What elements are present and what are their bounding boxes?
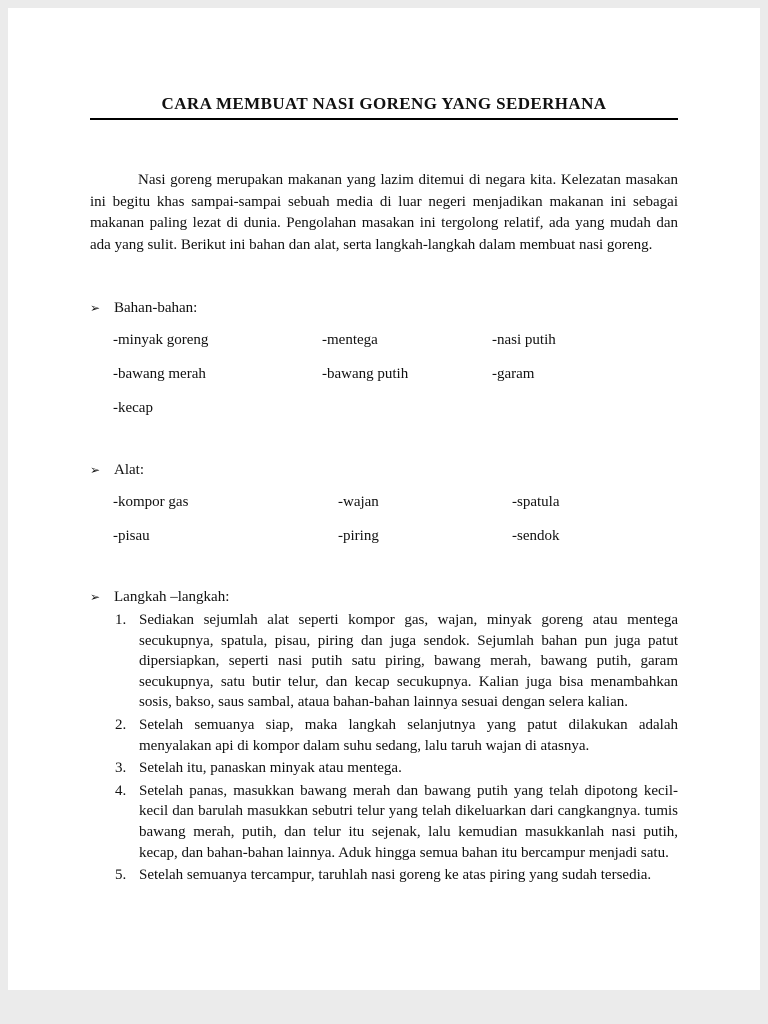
section-alat-header xyxy=(90,462,678,479)
bahan-list xyxy=(90,330,678,419)
alat-row xyxy=(113,492,678,513)
section-langkah-header xyxy=(90,589,678,606)
bahan-item xyxy=(322,398,492,419)
alat-list xyxy=(90,492,678,547)
bahan-item xyxy=(492,398,678,419)
alat-item: -pisau xyxy=(113,528,150,544)
bahan-item: -nasi putih xyxy=(492,332,556,348)
alat-item: -spatula xyxy=(512,494,560,510)
bahan-row xyxy=(113,364,678,385)
step-number: 3. xyxy=(115,760,127,777)
alat-item: -sendok xyxy=(512,528,560,544)
step-number: 5. xyxy=(115,867,127,884)
step-number: 4. xyxy=(115,782,127,799)
alat-item: -piring xyxy=(338,528,379,544)
bahan-row xyxy=(113,330,678,351)
section-alat xyxy=(90,462,678,547)
intro-paragraph: Nasi goreng merupakan makanan yang lazim ditemui di negara kita. Kelezatan masakan ini begitu khas sampai-sampai sebuah media di luar negeri menjadikan makanan ini sebagai makanan paling lezat di dunia. Pengolahan masakan ini tergolong relatif, ada yang mudah dan ada yang sulit. Berikut ini bahan dan alat, serta langkah-langkah dalam membuat nasi goreng. xyxy=(90,172,678,253)
alat-item: -kompor gas xyxy=(113,494,189,510)
section-alat-label: Alat: xyxy=(114,462,144,478)
bahan-item: -mentega xyxy=(322,332,378,348)
alat-item: -wajan xyxy=(338,494,379,510)
section-bahan-header xyxy=(90,300,678,317)
arrow-bullet-icon: ➢ xyxy=(90,590,101,604)
bahan-item: -garam xyxy=(492,366,535,382)
bahan-row xyxy=(113,398,678,419)
section-bahan-label: Bahan-bahan: xyxy=(114,300,198,316)
step-item xyxy=(115,865,678,886)
step-item xyxy=(115,781,678,863)
bahan-item: -kecap xyxy=(113,400,153,416)
step-number: 2. xyxy=(115,716,127,733)
step-item xyxy=(115,758,678,779)
step-text: Setelah semuanya siap, maka langkah selanjutnya yang patut dilakukan adalah menyalakan api di kompor dalam suhu sedang, lalu taruh wajan di atasnya. xyxy=(139,716,678,754)
step-number: 1. xyxy=(115,612,127,628)
alat-row xyxy=(113,526,678,547)
step-text: Sediakan sejumlah alat seperti kompor gas, wajan, minyak goreng atau mentega secukupnya, spatula, pisau, piring dan juga sendok. Sejumlah bahan pun juga patut dipersiapkan, seperti nasi putih satu piring, bawang merah, bawang putih, garam secukupnya, satu butir telur, dan kecap secukupnya. Kalian juga bisa menambahkan sosis, bakso, saus sambal, ataua bahan-bahan lainnya sesuai dengan selera kalian. xyxy=(139,612,678,711)
step-text: Setelah panas, masukkan bawang merah dan bawang putih yang telah dipotong kecil-kecil dan barulah masukkan sebutri telur yang telah dikeluarkan dari cangkangnya. tumis bawang merah, putih, dan telur itu sejenak, lalu kemudian masukkanlah nasi putih, kecap, dan bahan-bahan lainnya. Aduk hingga semua bahan itu bercampur menjadi satu. xyxy=(139,782,678,861)
section-bahan xyxy=(90,300,678,419)
page-title: CARA MEMBUAT NASI GORENG YANG SEDERHANA xyxy=(90,94,678,120)
bahan-item: -bawang merah xyxy=(113,366,206,382)
arrow-bullet-icon: ➢ xyxy=(90,301,101,315)
arrow-bullet-icon: ➢ xyxy=(90,463,101,477)
section-langkah xyxy=(90,589,678,886)
bahan-item: -minyak goreng xyxy=(113,332,209,348)
step-text: Setelah semuanya tercampur, taruhlah nasi goreng ke atas piring yang sudah tersedia. xyxy=(139,867,652,884)
step-text: Setelah itu, panaskan minyak atau mentega. xyxy=(139,760,402,777)
section-langkah-label: Langkah –langkah: xyxy=(114,589,230,605)
step-item xyxy=(115,715,678,756)
bahan-item: -bawang putih xyxy=(322,366,409,382)
document-page xyxy=(8,8,760,990)
step-item xyxy=(115,610,678,713)
langkah-steps xyxy=(90,610,678,886)
